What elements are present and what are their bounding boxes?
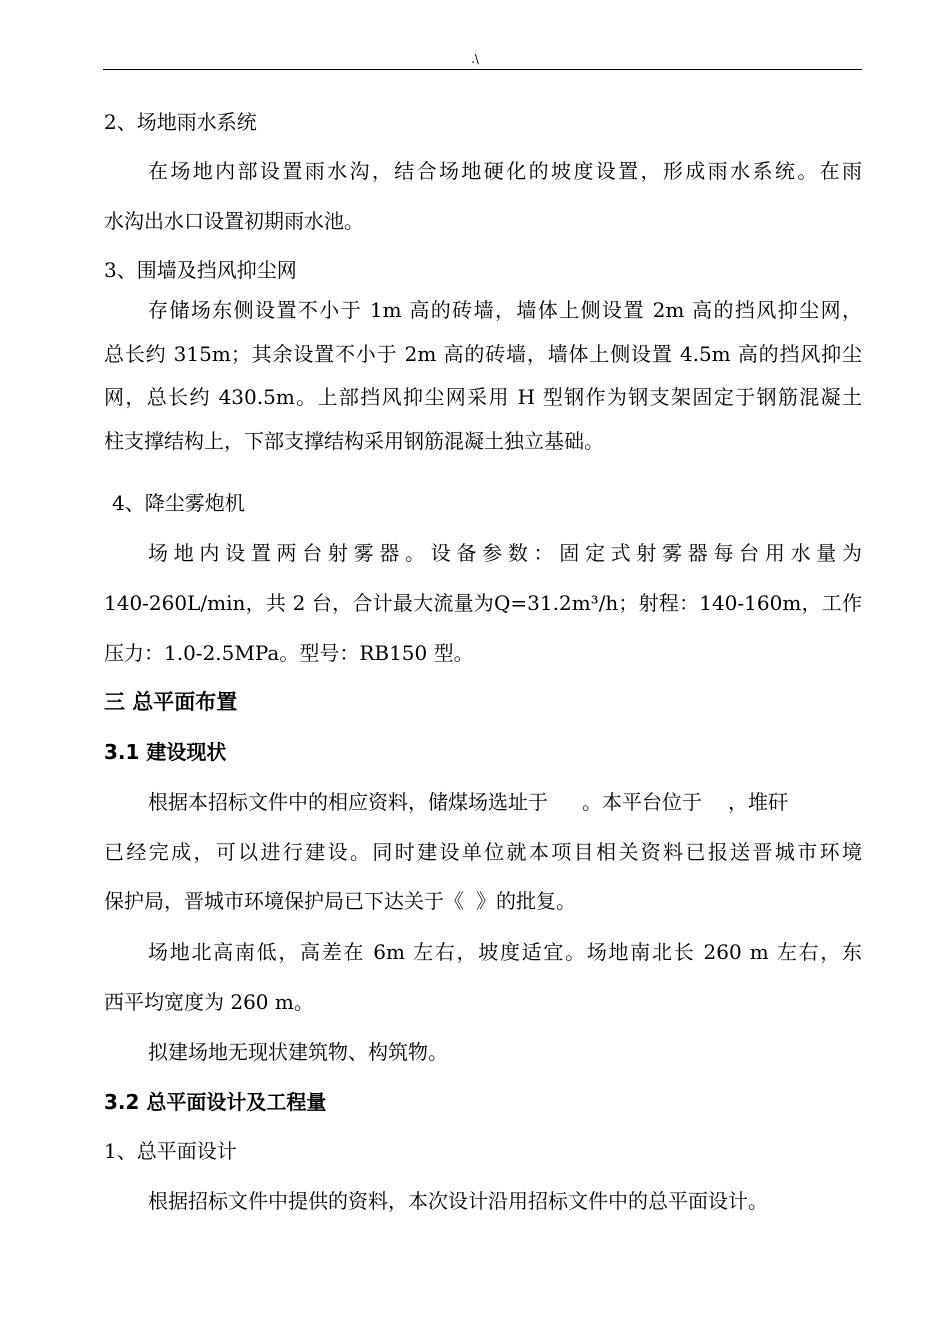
section-2-para-line-2: 水沟出水口设置初期雨水池。: [104, 209, 364, 233]
section-3-para-line-3: 网，总长约 430.5m。上部挡风抑尘网采用 H 型钢作为钢支架固定于钢筋混凝土: [104, 385, 862, 409]
section-3-2-para-line-1: 根据招标文件中提供的资料，本次设计沿用招标文件中的总平面设计。: [148, 1189, 768, 1213]
section-3-1-para-line-4: 场地北高南低，高差在 6m 左右，坡度适宜。场地南北长 260 m 左右，东: [148, 940, 862, 964]
site-location-text: 根据本招标文件中的相应资料，储煤场选址于: [148, 790, 548, 814]
section-3-1-title: 3.1 建设现状: [104, 740, 227, 764]
section-3-1-para-line-3: [104, 887, 576, 915]
section-3-1-para-line-2: 已经完成，可以进行建设。同时建设单位就本项目相关资料已报送晋城市环境: [104, 840, 862, 864]
platform-location-text: 。本平台位于: [582, 790, 702, 814]
section-3-para-line-2: 总长约 315m；其余设置不小于 2m 高的砖墙，墙体上侧设置 4.5m 高的挡风抑尘: [104, 342, 862, 366]
section-3-1-para-line-1: [148, 788, 788, 816]
section-2-heading: 2、场地雨水系统: [104, 110, 257, 134]
approval-text-after: 》的批复。: [476, 889, 576, 913]
section-2-para-line-1: 在场地内部设置雨水沟，结合场地硬化的坡度设置，形成雨水系统。在雨: [148, 159, 862, 183]
chapter-3-title: 三 总平面布置: [104, 690, 238, 714]
section-4-para-line-1: 场地内设置两台射雾器。设备参数：固定式射雾器每台用水量为: [148, 541, 862, 565]
section-3-1-para-line-6: 拟建场地无现状建筑物、构筑物。: [148, 1040, 448, 1064]
page-header-mark: .\: [471, 52, 479, 66]
approval-text-before: 保护局，晋城市环境保护局已下达关于《: [104, 889, 464, 913]
section-4-heading: 4、降尘雾炮机: [112, 491, 245, 515]
section-4-para-line-2: 140-260L/min，共 2 台，合计最大流量为Q=31.2m³/h；射程：140-160m，工作: [104, 591, 862, 615]
section-3-para-line-4: 柱支撑结构上，下部支撑结构采用钢筋混凝土独立基础。: [104, 429, 604, 453]
gangue-text: ，堆矸: [728, 790, 788, 814]
section-3-para-line-1: 存储场东侧设置不小于 1m 高的砖墙，墙体上侧设置 2m 高的挡风抑尘网，: [148, 298, 862, 322]
section-3-heading: 3、围墙及挡风抑尘网: [104, 258, 297, 282]
section-3-2-subheading: 1、总平面设计: [104, 1139, 237, 1163]
header-rule: [103, 69, 862, 70]
section-3-2-title: 3.2 总平面设计及工程量: [104, 1090, 327, 1114]
section-4-para-line-3: 压力：1.0-2.5MPa。型号：RB150 型。: [104, 641, 474, 665]
section-3-1-para-line-5: 西平均宽度为 260 m。: [104, 990, 314, 1014]
